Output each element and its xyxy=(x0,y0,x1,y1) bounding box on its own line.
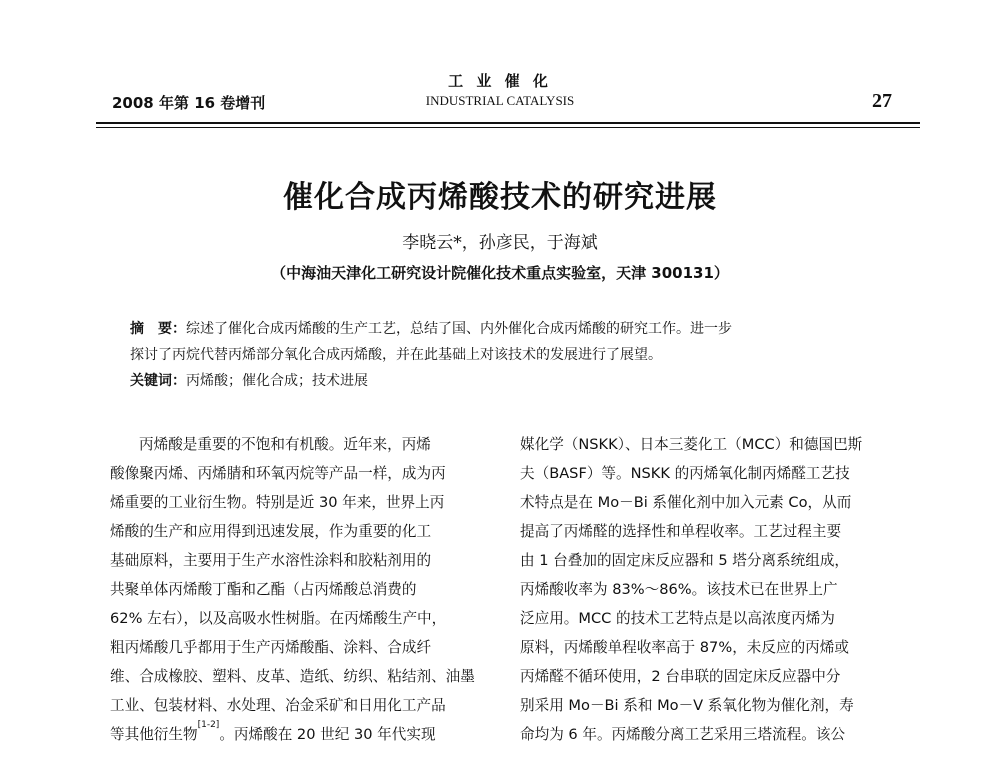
body-line: 丙烯醛不循环使用，2 台串联的固定床反应器中分 xyxy=(520,668,841,685)
page-number: 27 xyxy=(872,90,892,112)
journal-header xyxy=(380,70,620,109)
abstract-label: 摘 要： xyxy=(130,321,186,337)
body-line: 丙烯酸收率为 83%～86%。该技术已在世界上广 xyxy=(520,581,838,598)
article-title: 催化合成丙烯酸技术的研究进展 xyxy=(283,180,717,215)
article-authors: 李晓云*，孙彦民，于海斌 xyxy=(402,233,598,253)
issue-label: 2008 年第 16 卷增刊 xyxy=(112,94,266,112)
body-line: 62% 左右），以及高吸水性树脂。在丙烯酸生产中， xyxy=(110,610,447,627)
body-column-right xyxy=(520,430,898,749)
body-line: 烯酸的生产和应用得到迅速发展，作为重要的化工 xyxy=(110,523,432,540)
body-line: 提高了丙烯醛的选择性和单程收率。工艺过程主要 xyxy=(520,523,842,540)
keywords-line xyxy=(130,368,890,394)
keywords-label: 关键词： xyxy=(130,373,186,389)
body-line: 粗丙烯酸几乎都用于生产丙烯酸酯、涂料、合成纤 xyxy=(110,639,432,656)
body-line: 命均为 6 年。丙烯酸分离工艺采用三塔流程。该公 xyxy=(520,726,846,743)
body-line: 烯重要的工业衍生物。特别是近 30 年来，世界上丙 xyxy=(110,494,445,511)
article-affiliation: （中海油天津化工研究设计院催化技术重点实验室，天津 300131） xyxy=(271,264,729,282)
body-line: 术特点是在 Mo－Bi 系催化剂中加入元素 Co，从而 xyxy=(520,494,852,511)
body-line: 工业、包装材料、水处理、冶金采矿和日用化工产品 xyxy=(110,697,446,714)
body-line-last xyxy=(110,720,488,749)
body-line: 丙烯酸是重要的不饱和有机酸。近年来，丙烯 xyxy=(139,436,431,453)
body-line: 泛应用。MCC 的技术工艺特点是以高浓度丙烯为 xyxy=(520,610,835,627)
journal-name-en: INDUSTRIAL CATALYSIS xyxy=(425,93,575,108)
abstract-text-1: 综述了催化合成丙烯酸的生产工艺，总结了国、内外催化合成丙烯酸的研究工作。进一步 xyxy=(186,321,732,337)
body-column-left xyxy=(110,430,488,749)
header-rule-thick xyxy=(96,122,920,124)
body-line: 夫（BASF）等。NSKK 的丙烯氧化制丙烯醛工艺技 xyxy=(520,465,850,482)
body-line: 媒化学（NSKK）、日本三菱化工（MCC）和德国巴斯 xyxy=(520,436,863,453)
header-rule-thin xyxy=(96,127,920,128)
body-line: 别采用 Mo－Bi 系和 Mo－V 系氧化物为催化剂，寿 xyxy=(520,697,854,714)
abstract-block xyxy=(130,316,890,394)
body-line-tail: 。丙烯酸在 20 世纪 30 年代实现 xyxy=(219,726,436,743)
body-line: 由 1 台叠加的固定床反应器和 5 塔分离系统组成， xyxy=(520,552,850,569)
body-line: 原料，丙烯酸单程收率高于 87%，未反应的丙烯或 xyxy=(520,639,849,656)
body-line: 共聚单体丙烯酸丁酯和乙酯（占丙烯酸总消费的 xyxy=(110,581,417,598)
body-line: 维、合成橡胶、塑料、皮革、造纸、纺织、粘结剂、油墨 xyxy=(110,668,475,685)
citation-ref: [1-2] xyxy=(197,720,220,730)
abstract-line-2: 探讨了丙烷代替丙烯部分氧化合成丙烯酸，并在此基础上对该技术的发展进行了展望。 xyxy=(130,347,662,363)
body-line: 酸像聚丙烯、丙烯腈和环氧丙烷等产品一样，成为丙 xyxy=(110,465,446,482)
body-line-text: 等其他衍生物 xyxy=(110,726,198,743)
journal-name-cn: 工 业 催 化 xyxy=(448,72,552,90)
keywords-text: 丙烯酸；催化合成；技术进展 xyxy=(186,373,368,389)
body-line: 基础原料，主要用于生产水溶性涂料和胶粘剂用的 xyxy=(110,552,432,569)
abstract-line-1 xyxy=(130,316,890,342)
